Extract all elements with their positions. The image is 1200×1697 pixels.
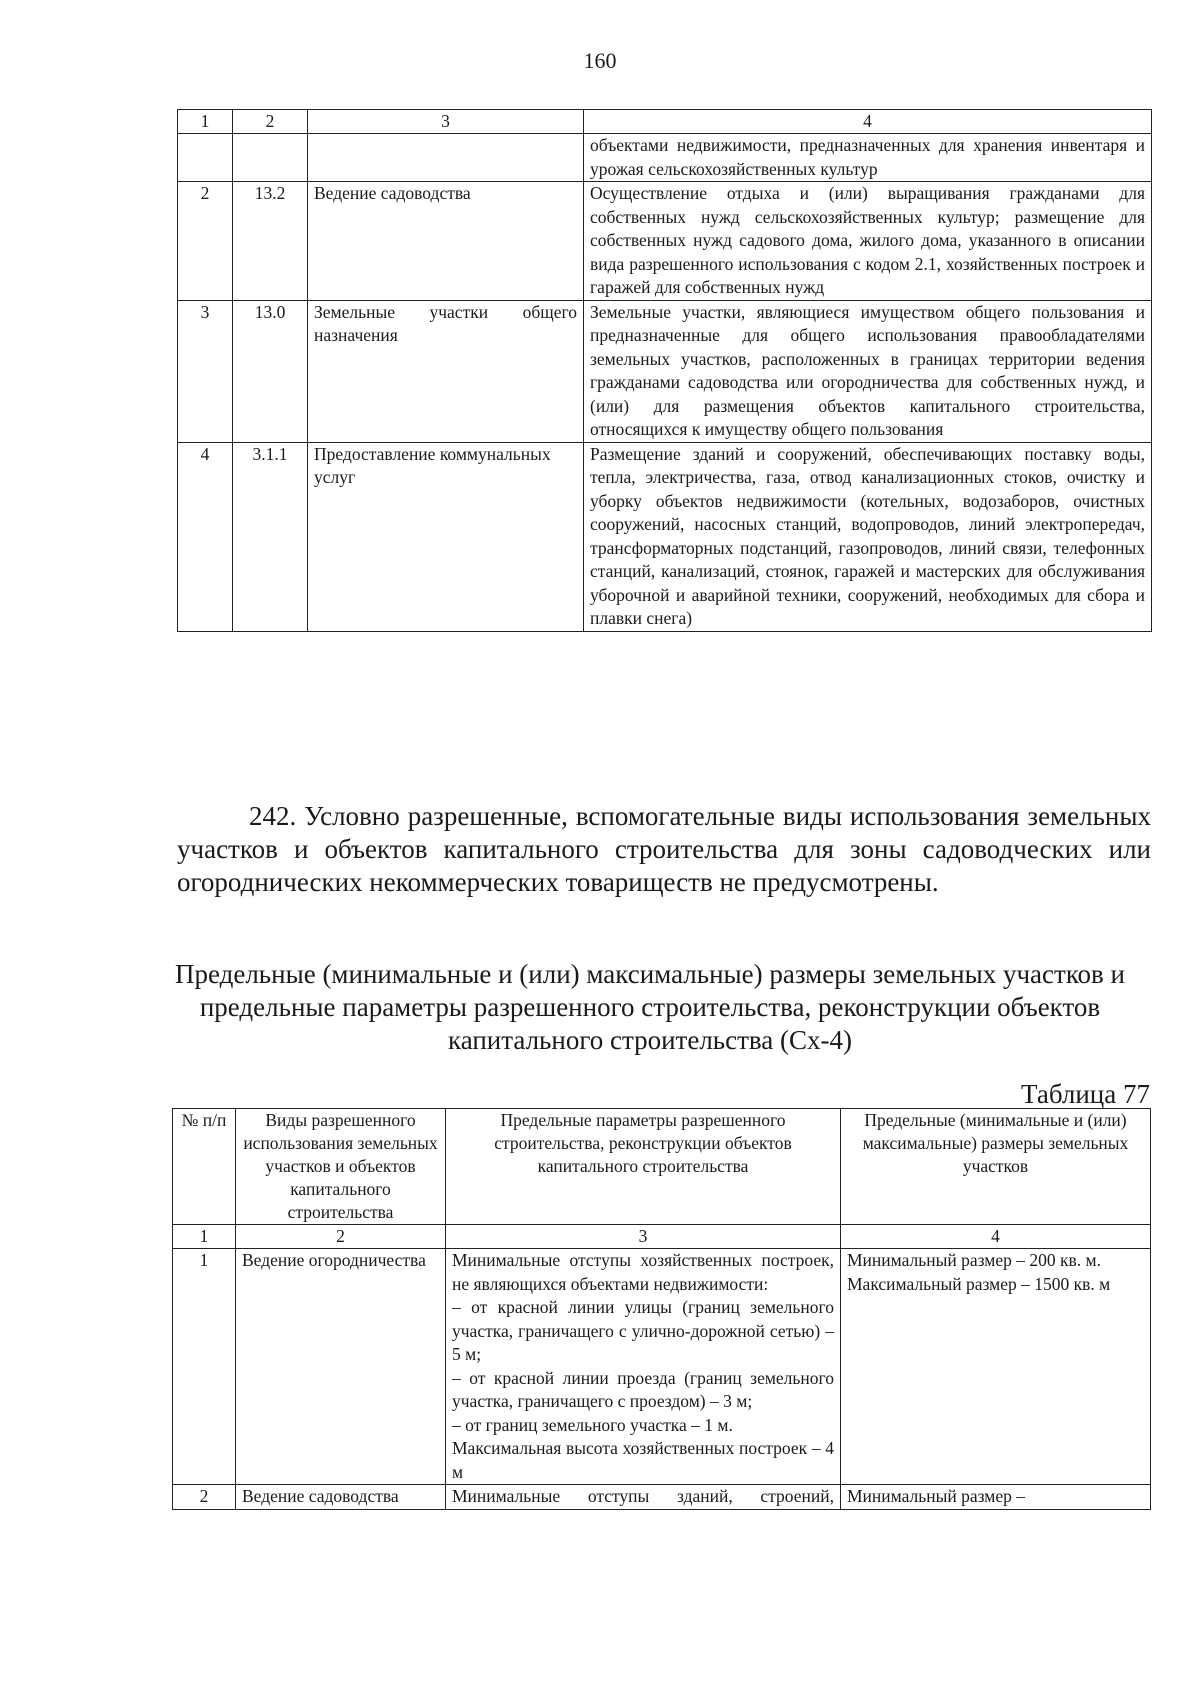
column-number: 4 xyxy=(584,110,1152,134)
section-heading: Предельные (минимальные и (или) максимальные) размеры земельных участков и предельные параметры разрешенного строительства, реконструкции объектов капитального строительства (Сх-4) xyxy=(174,959,1126,1055)
use-name xyxy=(308,134,584,182)
limit-parameters-table xyxy=(172,1108,1151,1510)
use-name: Ведение садоводства xyxy=(308,182,584,301)
table-row xyxy=(178,182,1152,301)
parameters-cell xyxy=(446,1249,841,1485)
row-number: 4 xyxy=(178,442,233,631)
table-header-row xyxy=(173,1109,1151,1225)
column-number: 3 xyxy=(446,1225,841,1249)
column-number: 2 xyxy=(236,1225,446,1249)
use-description: Осуществление отдыха и (или) выращивания гражданами для собственных нужд сельскохозяйственных культур; размещение для собственных нужд садового дома, жилого дома, указанного в описании вида разрешенного использования с кодом 2.1, хозяйственных построек и гаражей для собственных нужд xyxy=(584,182,1152,301)
use-name: Земельные участки общего назначения xyxy=(308,300,584,442)
column-header-number: № п/п xyxy=(173,1109,236,1225)
column-number: 3 xyxy=(308,110,584,134)
parameter-line: – от красной линии проезда (границ земельного участка, граничащего с проездом) – 3 м; xyxy=(452,1367,834,1411)
page-number: 160 xyxy=(583,48,617,73)
use-description: Размещение зданий и сооружений, обеспечивающих поставку воды, тепла, электричества, газа, отвод канализационных стоков, очистку и уборку объектов недвижимости (котельных, водозаборов, очистных сооружений, насосных станций, водопроводов, линий электропередач, трансформаторных подстанций, газопроводов, линий связи, телефонных станций, канализаций, стоянок, гаражей и мастерских для обслуживания уборочной и аварийной техники, сооружений, необходимых для сбора и плавки снега) xyxy=(584,442,1152,631)
row-number: 2 xyxy=(173,1485,236,1510)
use-name: Предоставление коммунальных услуг xyxy=(308,442,584,631)
use-description: Земельные участки, являющиеся имуществом общего пользования и предназначенные для общего использования правообладателями земельных участков, расположенных в границах территории ведения гражданами садоводства или огородничества для собственных нужд, и (или) для размещения объектов капитального строительства, относящихся к имуществу общего пользования xyxy=(584,300,1152,442)
table-row xyxy=(173,1249,1151,1485)
row-number xyxy=(178,134,233,182)
table-row xyxy=(178,134,1152,182)
column-header-parameters: Предельные параметры разрешенного строительства, реконструкции объектов капитального строительства xyxy=(446,1109,841,1225)
table-row xyxy=(173,1485,1151,1510)
table-row xyxy=(178,442,1152,631)
use-name: Ведение садоводства xyxy=(236,1485,446,1510)
permitted-use-table-continued xyxy=(177,109,1152,632)
row-number: 2 xyxy=(178,182,233,301)
column-number: 1 xyxy=(178,110,233,134)
parameters-cell: Минимальные отступы зданий, строений, xyxy=(446,1485,841,1510)
use-code: 13.0 xyxy=(233,300,308,442)
plot-sizes-cell: Минимальный размер – xyxy=(841,1485,1151,1510)
parameter-line: – от границ земельного участка – 1 м. xyxy=(452,1414,733,1435)
column-number: 4 xyxy=(841,1225,1151,1249)
column-number: 1 xyxy=(173,1225,236,1249)
column-header-use-type: Виды разрешенного использования земельных участков и объектов капитального строительства xyxy=(236,1109,446,1225)
parameter-line: Минимальные отступы хозяйственных построек, не являющихся объектами недвижимости: xyxy=(452,1250,834,1294)
min-size: Минимальный размер – 200 кв. м. xyxy=(847,1250,1101,1270)
paragraph-242: 242. Условно разрешенные, вспомогательные виды использования земельных участков и объектов капитального строительства для зоны садоводческих или огороднических некоммерческих товариществ не предусмотрены. xyxy=(177,801,1151,897)
table-label: Таблица 77 xyxy=(1021,1079,1150,1109)
use-code xyxy=(233,134,308,182)
use-code: 13.2 xyxy=(233,182,308,301)
row-number: 1 xyxy=(173,1249,236,1485)
use-description: объектами недвижимости, предназначенных для хранения инвентаря и урожая сельскохозяйственных культур xyxy=(584,134,1152,182)
max-size: Максимальный размер – 1500 кв. м xyxy=(847,1273,1111,1294)
use-code: 3.1.1 xyxy=(233,442,308,631)
column-header-plot-sizes: Предельные (минимальные и (или) максимальные) размеры земельных участков xyxy=(841,1109,1151,1225)
parameter-line: Максимальная высота хозяйственных построек – 4 м xyxy=(452,1438,834,1482)
plot-sizes-cell xyxy=(841,1249,1151,1485)
table-header-row xyxy=(178,110,1152,134)
column-numbering-row xyxy=(173,1225,1151,1249)
row-number: 3 xyxy=(178,300,233,442)
parameter-line: – от красной линии улицы (границ земельного участка, граничащего с улично-дорожной сетью) – 5 м; xyxy=(452,1297,834,1364)
table-row xyxy=(178,300,1152,442)
column-number: 2 xyxy=(233,110,308,134)
use-name: Ведение огородничества xyxy=(236,1249,446,1485)
